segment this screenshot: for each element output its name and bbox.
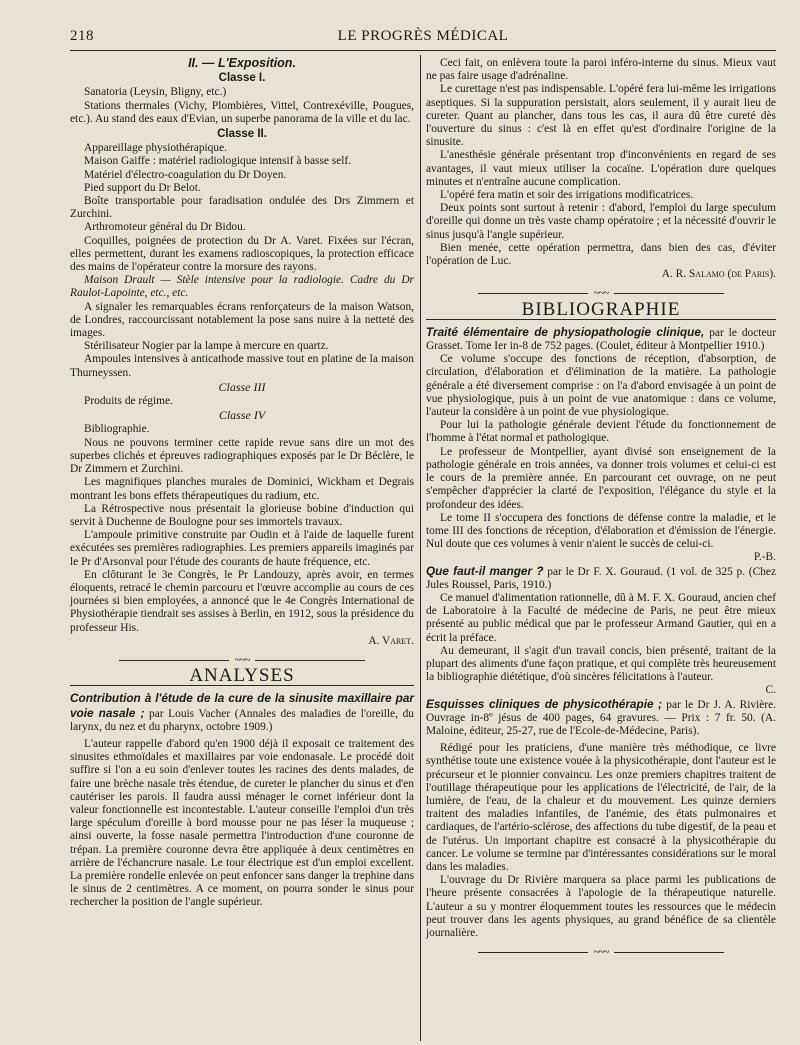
paragraph: Maison Drault — Stèle intensive pour la radiologie. Cadre du Dr Raulot-Lapointe, etc., etc. — [70, 274, 414, 300]
classe-2-heading: Classe II. — [217, 128, 267, 141]
ornament-divider: ~~~ — [426, 287, 776, 300]
classe-4-heading: Classe IV — [218, 408, 266, 423]
paragraph: Boîte transportable pour faradisation ondulée des Drs Zimmern et Zurchini. — [70, 195, 414, 221]
signature: A. R. Salamo (de Paris). — [661, 268, 776, 281]
article-body: L'auteur rappelle d'abord qu'en 1900 déjà il exposait ce traitement des sinusites ethmoïdales et maxillaires par voie endonasale. Le procédé doit suffire si l'on a eu soin d'enlever toutes les racines des dents malades, de faire une brèche nasale très étendue, de cureter le plancher du sinus et d'en cautériser les parois. Il faudra aussi ménager le cornet inférieur dont la valeur fonctionnelle est incontestable. L'auteur conseille l'emploi d'un très large spéculum d'oreille à bord mousse pour ne pas léser la muqueuse ; ainsi ouverte, la fosse nasale permettra l'introduction d'une couronne de trépan. La première couronne devra être appliquée à deux centimètres en arrière de l'échancrure nasale. Le tour électrique est d'un emploi excellent. La première rondelle enlevée on peut enfoncer sans danger la trephine dans le sinus de 2 centimètres. A ce moment, on pourra sonder le sinus pour rechercher la position de l'angle supérieur. — [70, 737, 414, 909]
signature: C. — [765, 684, 776, 697]
paragraph: L'ampoule primitive construite par Oudin et à l'aide de laquelle furent exécutées ses premières radiographies. Les premiers appareils imaginés par le Pr d'Arsonval pour l'étude des courants de haute fréquence, etc. — [70, 529, 414, 568]
bibliographie-heading: BIBLIOGRAPHIE — [426, 303, 776, 320]
book-reference: par le Dr F. X. Gouraud. (1 vol. de 325 p. (Chez Jules Roussel, Paris, 1910.) — [426, 565, 777, 591]
paragraph: Au demeurant, il s'agit d'un travail concis, bien présenté, traitant de la plupart des aliments d'une façon pratique, et qui complète très heureusement la bibliographie diététique, d'où sincères félicitations à l'auteur. — [426, 644, 776, 684]
classe-1-heading: Classe I. — [218, 72, 266, 85]
journal-title: LE PROGRÈS MÉDICAL — [337, 28, 509, 44]
left-column — [70, 57, 414, 910]
paragraph: Ce manuel d'alimentation rationnelle, dû à M. F. X. Gouraud, ancien chef de Laboratoire à la Faculté de médecine de Paris, ne peut être mieux présenté au public médical que par le professeur Armand Gautier, qui en a écrit la préface. — [426, 591, 776, 644]
paragraph: Nous ne pouvons terminer cette rapide revue sans dire un mot des superbes clichés et épreuves radiographiques exposés par le Dr Béclère, le Dr Zimmern et Zurchini. — [70, 436, 414, 476]
signature: P.-B. — [753, 551, 776, 564]
ornament-divider: ~~~ — [426, 946, 776, 959]
classe-3-heading: Classe III — [218, 379, 266, 394]
book-title: Que faut-il manger ? — [426, 563, 544, 578]
paragraph: Deux points sont surtout à retenir : d'abord, l'emploi du large speculum d'oreille qui donne un très vaste champ opératoire ; et la nécessité d'ouvrir le sinus jusqu'à l'angle supérieur. — [426, 202, 776, 241]
analyses-heading: ANALYSES — [70, 669, 414, 686]
page-number: 218 — [70, 28, 94, 44]
paragraph: L'opéré fera matin et soir des irrigations modificatrices. — [440, 189, 694, 202]
article-title: Contribution à l'étude de la cure de la sinusite maxillaire par voie nasale ; — [70, 691, 414, 720]
section-title-exposition: II. — L'Exposition. — [188, 56, 296, 70]
paragraph: Arthromoteur général du Dr Bidou. — [84, 221, 246, 234]
paragraph: Bien menée, cette opération permettra, dans bien des cas, d'éviter l'opération de Luc. — [426, 241, 776, 268]
column-divider — [420, 55, 421, 1041]
book-reference: par le docteur Grasset. Tome Ier in-8 de 752 pages. (Coulet, éditeur à Montpellier 1910.) — [426, 326, 776, 353]
paragraph: Pour lui la pathologie générale devient l'étude du fonctionnement de l'homme à l'état normal et pathologique. — [426, 419, 776, 445]
paragraph: Rédigé pour les praticiens, d'une manière très méthodique, ce livre synthétise toute une existence vouée à la physicothérapie, dont l'auteur est le précurseur et le pionnier convaincu. Les onze premiers chapitres traitent de l'outillage thérapeutique pour les applications de l'électricité, de l'air, de la lumière, de l'eau, de la chaleur et du mouvement. Les quinze derniers traitent des maladies infantiles, de l'anémie, des états pulmonaires et cardiaques, de l'artério-sclérose, des affections du tube digestif, de la peau et de l'utérus. Un important chapitre est consacré à la physicothérapie du cancer. Le volume se termine par d'intéressantes considérations sur le moral dans les maladies. — [426, 742, 776, 873]
paragraph: Ampoules intensives à anticathode massive tout en platine de la maison Thurneyssen. — [70, 353, 414, 379]
page-header — [70, 22, 776, 44]
paragraph: L'anesthésie générale présentant trop d'inconvénients en regard de ses avantages, il vaut mieux utiliser la cocaïne. L'opération dure quelques minutes et n'entraîne aucune complication. — [426, 149, 776, 188]
paragraph: En clôturant le 3e Congrès, le Pr Landouzy, après avoir, en termes éloquents, retracé le chemin parcouru et l'œuvre accomplie au cours de ces journées si bien employées, a annoncé que le 4e Congrès International de Physiothérapie tiendrait ses assises à Berlin, en 1912, sous la présidence du professeur His. — [70, 568, 414, 634]
paragraph: Maison Gaiffe : matériel radiologique intensif à basse self. — [84, 155, 352, 168]
paragraph: Matériel d'électro-coagulation du Dr Doyen. — [84, 168, 287, 181]
paragraph: Ceci fait, on enlèvera toute la paroi inféro-interne du sinus. Mieux vaut ne pas faire usage d'adrénaline. — [426, 57, 776, 83]
book-reference: par le Dr J. A. Rivière. Ouvrage in-8º jésus de 400 pages, 64 gravures. — Prix : 7 fr. 50. (A. Maloine, éditeur, 25-27, rue de l'Ecole-de-Médecine, Paris). — [426, 698, 776, 737]
paragraph: Le tome II s'occupera des fonctions de défense contre la maladie, et le tome III des fonctions de réception, d'élaboration et d'émission de l'énergie. Nul doute que ces volumes à venir n'aient le succès de celui-ci. — [426, 511, 776, 551]
paragraph: Stérilisateur Nogier par la lampe à mercure en quartz. — [84, 340, 329, 353]
paragraph: Bibliographie. — [84, 423, 150, 436]
article-reference: par Louis Vacher (Annales des maladies de l'oreille, du larynx, du nez et du pharynx, octobre 1909.) — [70, 707, 414, 733]
book-title: Esquisses cliniques de physicothérapie ; — [426, 696, 663, 711]
signature: A. Varet. — [368, 634, 414, 647]
paragraph: Appareillage physiothérapique. — [84, 142, 227, 155]
columns — [70, 51, 776, 1041]
paragraph: Le curettage n'est pas indispensable. L'opéré fera lui-même les irrigations aseptiques. Si la suppuration persistait, alors seulement, il y aurait lieu de cureter. Quant au plancher, dans tous les cas, il aura dû être cureté dès l'ouverture du sinus : c'est là en effet qu'est d'ordinaire l'origine de la sinusite. — [426, 83, 776, 149]
paragraph: A signaler les remarquables écrans renforçateurs de la maison Watson, de Londres, raccourcissant notablement la pose sans nuire à la netteté des images. — [70, 300, 414, 340]
paragraph: Produits de régime. — [84, 395, 173, 408]
paragraph: Stations thermales (Vichy, Plombières, Vittel, Contrexéville, Pougues, etc.). Au stand des eaux d'Evian, un superbe panorama de la ville et du lac. — [70, 99, 414, 125]
ornament-divider: ~~~ — [70, 654, 414, 667]
paragraph: Le professeur de Montpellier, ayant divisé son enseignement de la pathologie générale en trois années, va donner trois volumes et celui-ci est le cours de la première année. En parcourant cet ouvrage, on ne peut s'empêcher d'apprécier la clarté de l'exposition, l'élégance du style et la profondeur des idées. — [426, 445, 776, 511]
paragraph: Coquilles, poignées de protection du Dr A. Varet. Fixées sur l'écran, elles permettent, durant les examens radioscopiques, la protection efficace des mains de l'opérateur contre la morsure des rayons. — [70, 234, 414, 274]
paragraph: La Rétrospective nous présentait la glorieuse bobine d'induction qui servit à Duchenne de Boulogne pour ses immortels travaux. — [70, 502, 414, 528]
book-title: Traité élémentaire de physiopathologie clinique, — [426, 324, 705, 339]
paragraph: Sanatoria (Leysin, Bligny, etc.) — [84, 86, 227, 99]
paragraph: L'ouvrage du Dr Rivière marquera sa place parmi les publications de l'heure présente consacrées à l'apologie de la thérapeutique naturelle. L'auteur a su y montrer éloquemment toutes les ressources que le médecin peut trouver dans les agents physiques, au grand bénéfice de sa clientèle journalière. — [426, 874, 776, 939]
paragraph: Ce volume s'occupe des fonctions de réception, d'absorption, de circulation, d'élaboration et d'élimination de la matière. La pathologie générale a été diversement comprise : on l'a d'abord envisagée à un point de vue physiologique, puis à un point de vue anatomique : dans ce volume, l'auteur la considère à un point de vue physiologique. — [426, 353, 776, 419]
right-column — [426, 57, 776, 961]
paragraph: Les magnifiques planches murales de Dominici, Wickham et Degrais montrant les bons effets thérapeutiques du radium, etc. — [70, 476, 414, 502]
paragraph: Pied support du Dr Belot. — [84, 181, 201, 194]
